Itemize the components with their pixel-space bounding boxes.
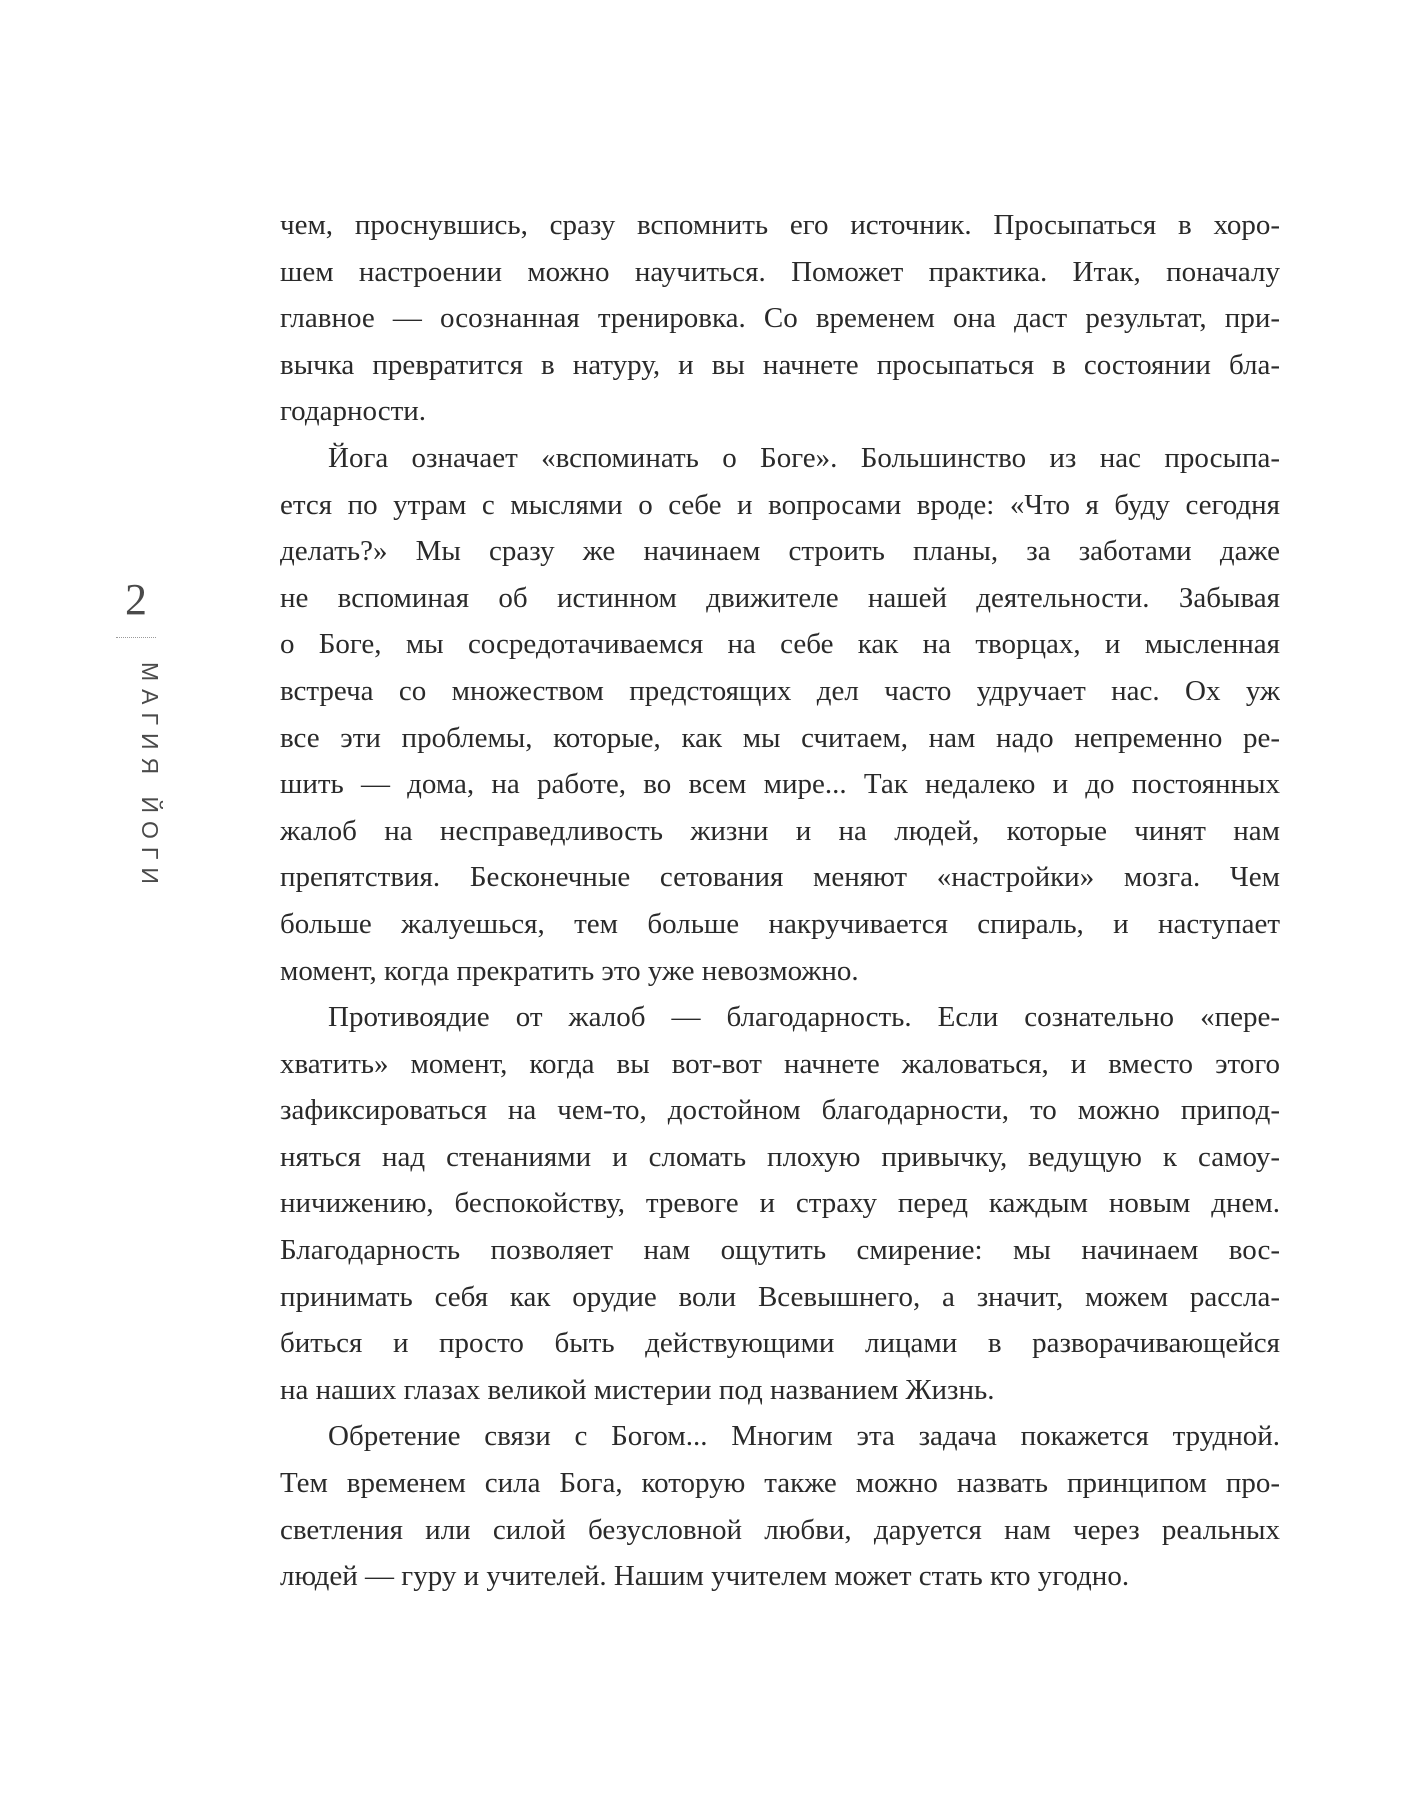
text-line: зафиксироваться на чем-то, достойном благодарности, то можно припод- [280,1094,1280,1127]
text-line: делать?» Мы сразу же начинаем строить планы, за заботами даже [280,535,1280,568]
text-line: встреча со множеством предстоящих дел часто удручает нас. Ох уж [280,674,1280,707]
text-line: больше жалуешься, тем больше накручивается спираль, и наступает [280,907,1280,940]
paragraph [280,202,1280,435]
text-line: жалоб на несправедливость жизни и на людей, которые чинят нам [280,814,1280,847]
paragraph [280,994,1280,1413]
text-line: о Боге, мы сосредотачиваемся на себе как на творцах, и мысленная [280,628,1280,661]
text-line: чем, проснувшись, сразу вспомнить его источник. Просыпаться в хоро- [280,209,1280,241]
text-line: принимать себя как орудие воли Всевышнего, а значит, можем рассла- [280,1280,1280,1313]
body-text [280,202,1280,1600]
paragraph [280,1413,1280,1599]
text-line: Йога означает «вспоминать о Боге». Большинство из нас просыпа- [328,441,1280,474]
text-line: ничижению, беспокойству, тревоге и страху перед каждым новым днем. [280,1187,1280,1220]
text-line: на наших глазах великой мистерии под названием Жизнь. [280,1373,995,1406]
text-line: Обретение связи с Богом... Многим эта задача покажется трудной. [328,1420,1280,1453]
text-line: няться над стенаниями и сломать плохую привычку, ведущую к самоу- [280,1140,1280,1173]
margin-divider [116,637,156,638]
text-line: все эти проблемы, которые, как мы считаем, нам надо непременно ре- [280,721,1280,754]
text-line: главное — осознанная тренировка. Со временем она даст результат, при- [280,302,1280,335]
paragraph [280,435,1280,994]
text-line: ется по утрам с мыслями о себе и вопросами вроде: «Что я буду сегодня [280,488,1280,521]
page-number: 2 [125,575,147,624]
text-line: шить — дома, на работе, во всем мире... Так недалеко и до постоянных [280,768,1280,801]
text-line: препятствия. Бесконечные сетования меняют «настройки» мозга. Чем [280,861,1280,894]
text-line: шем настроении можно научиться. Поможет практика. Итак, поначалу [280,255,1280,288]
text-line: не вспоминая об истинном движителе нашей деятельности. Забывая [280,581,1280,614]
text-line: Благодарность позволяет нам ощутить смирение: мы начинаем вос- [280,1234,1280,1267]
text-line: Тем временем сила Бога, которую также можно назвать принципом про- [280,1467,1280,1500]
text-line: Противоядие от жалоб — благодарность. Если сознательно «пере- [328,1001,1280,1034]
text-line: биться и просто быть действующими лицами в разворачивающейся [280,1327,1280,1360]
text-line: вычка превратится в натуру, и вы начнете просыпаться в состоянии бла- [280,348,1280,381]
text-line: хватить» момент, когда вы вот-вот начнете жаловаться, и вместо этого [280,1047,1280,1080]
text-line: момент, когда прекратить это уже невозможно. [280,954,859,987]
text-line: светления или силой безусловной любви, даруется нам через реальных [280,1513,1280,1546]
text-line: годарности. [280,395,427,428]
text-line: людей — гуру и учителей. Нашим учителем может стать кто угодно. [280,1560,1130,1593]
running-title: МАГИЯ ЙОГИ [137,662,163,892]
